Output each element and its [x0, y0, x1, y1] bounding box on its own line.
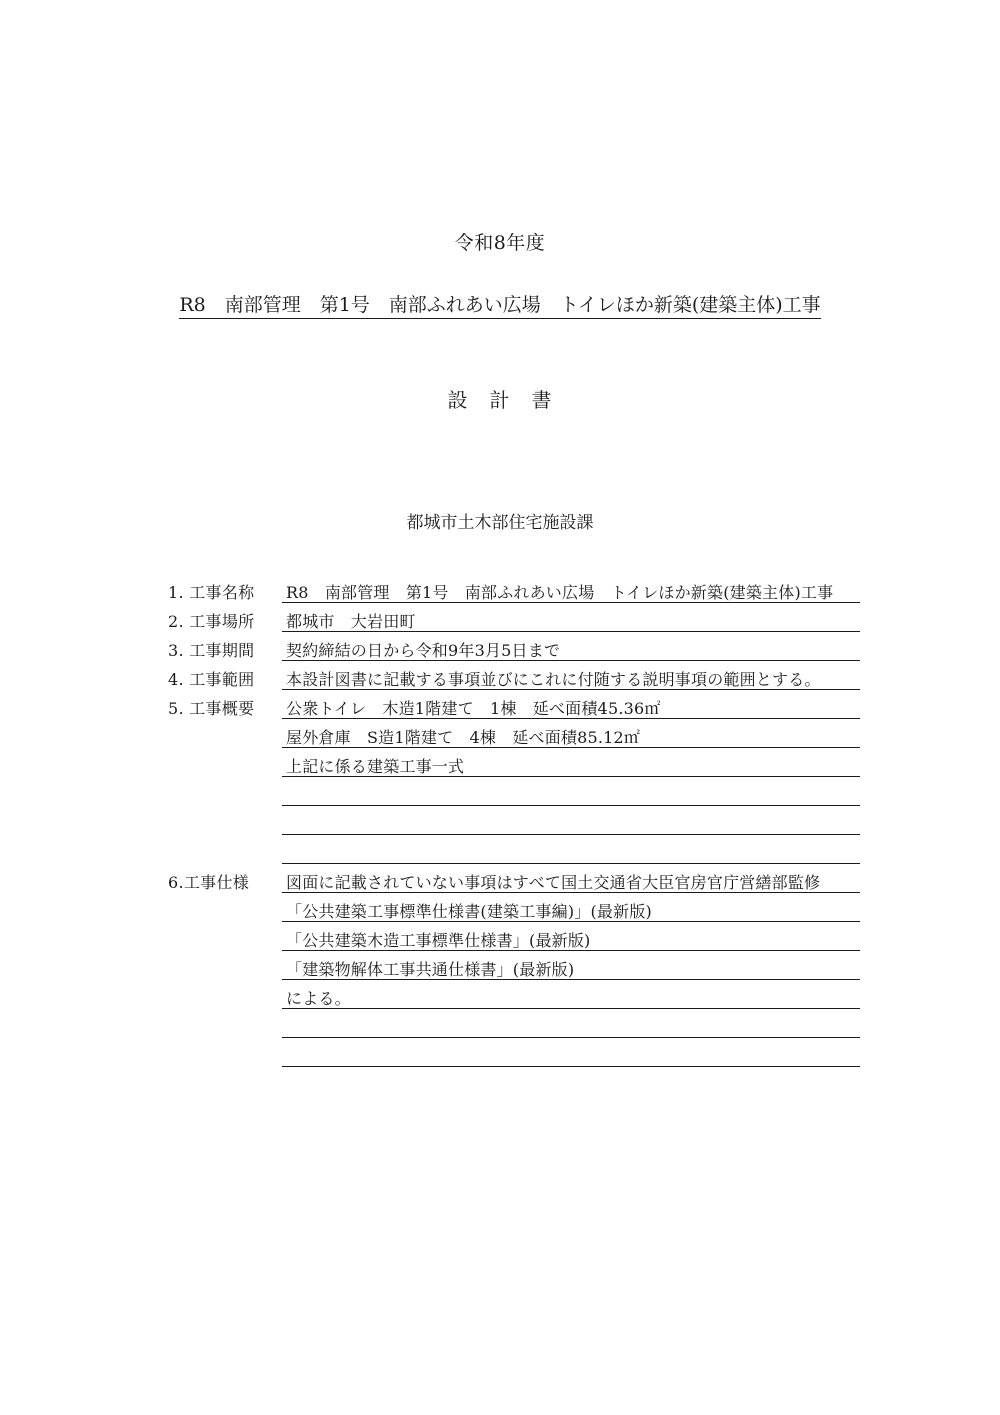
- spec-value: 「建築物解体工事共通仕様書」(最新版): [282, 954, 860, 980]
- spec-value: R8 南部管理 第1号 南部ふれあい広場 トイレほか新築(建築主体)工事: [282, 577, 860, 603]
- spec-row: [0, 635, 1000, 664]
- spec-row: [0, 809, 1000, 838]
- spec-row: [0, 954, 1000, 983]
- spec-row: [0, 606, 1000, 635]
- spec-value: [282, 1041, 860, 1067]
- spec-value: による。: [282, 983, 860, 1009]
- spec-row: [0, 722, 1000, 751]
- spec-row: [0, 577, 1000, 606]
- spec-value: 契約締結の日から令和9年3月5日まで: [282, 635, 860, 661]
- spec-row: [0, 664, 1000, 693]
- spec-value: [282, 780, 860, 806]
- spec-row: [0, 983, 1000, 1012]
- spec-label: 1. 工事名称: [168, 583, 255, 602]
- spec-row: [0, 1041, 1000, 1070]
- spec-value: 図面に記載されていない事項はすべて国土交通省大臣官房官庁営繕部監修: [282, 867, 860, 893]
- spec-label: 3. 工事期間: [168, 641, 255, 660]
- department-name: 都城市土木部住宅施設課: [406, 513, 594, 533]
- spec-value: 「公共建築木造工事標準仕様書」(最新版): [282, 925, 860, 951]
- spec-row: [0, 780, 1000, 809]
- spec-value: [282, 809, 860, 835]
- spec-value: 本設計図書に記載する事項並びにこれに付随する説明事項の範囲とする。: [282, 664, 860, 690]
- spec-row: [0, 867, 1000, 896]
- spec-label: 4. 工事範囲: [168, 670, 255, 689]
- spec-value: 都城市 大岩田町: [282, 606, 860, 632]
- spec-row: [0, 1012, 1000, 1041]
- document-title: 設 計 書: [447, 388, 553, 412]
- spec-label: 5. 工事概要: [168, 699, 255, 718]
- spec-value: [282, 838, 860, 864]
- spec-row: [0, 693, 1000, 722]
- spec-value: 公衆トイレ 木造1階建て 1棟 延べ面積45.36㎡: [282, 693, 860, 719]
- project-title: [0, 290, 1000, 317]
- spec-value: [282, 1012, 860, 1038]
- spec-row: [0, 838, 1000, 867]
- spec-label: 2. 工事場所: [168, 612, 255, 631]
- spec-value: 「公共建築工事標準仕様書(建築工事編)」(最新版): [282, 896, 860, 922]
- spec-label: 6.工事仕様: [168, 873, 250, 892]
- spec-row: [0, 896, 1000, 925]
- spec-row: [0, 751, 1000, 780]
- spec-row: [0, 925, 1000, 954]
- fiscal-year: 令和8年度: [454, 232, 546, 254]
- spec-value: 屋外倉庫 S造1階建て 4棟 延べ面積85.12㎡: [282, 722, 860, 748]
- spec-value: 上記に係る建築工事一式: [282, 751, 860, 777]
- project-title-text: R8 南部管理 第1号 南部ふれあい広場 トイレほか新築(建築主体)工事: [179, 294, 820, 319]
